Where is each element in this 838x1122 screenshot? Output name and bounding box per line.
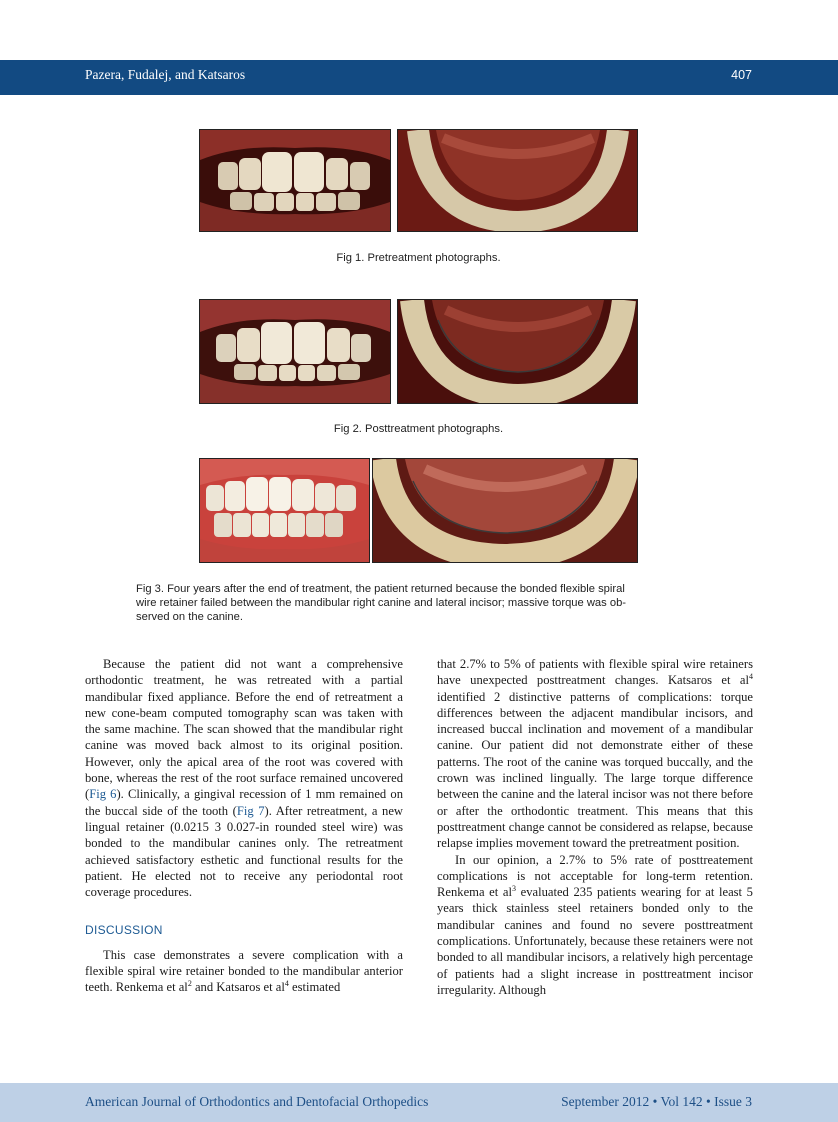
reference-superscript[interactable]: 3	[511, 883, 516, 893]
page-number: 407	[731, 68, 752, 82]
fig3-caption-line: served on the canine.	[136, 611, 243, 623]
body-paragraph: that 2.7% to 5% of patients with flexible spiral wire retainers have unexpected posttreatment changes. Katsaros et $al^4$ identified 2 distinctive patterns of complications: torque differences between the adjacent mandibular incisors, and increased buccal inclination and movement of a mandibular canine. Our patient did not demonstrate either of these patterns. The root of the canine was torqued buccally, and the crown was inclined lingually. The large torque difference between the canine and the lateral incisor was not there before or after the orthodontic treatment. This means that this posttreatment change cannot be considered as relapse, because relapse implies movement toward the pretreatment position.	[437, 657, 753, 851]
running-header	[0, 60, 838, 95]
body-paragraph: In our opinion, a 2.7% to 5% rate of posttreatement complications is not acceptable for long-term retention. Renkema et $al^3$ evaluated 235 patients wearing for at least 5 years thick stainless steel retainers bonded only to the mandibular canines and found no severe posttreatment complications. Unfortunately, because these retainers were not bonded to all mandibular incisors, a relatively high percentage of patients had a slight increase in posttreatment incisor irregularity. Although	[437, 852, 753, 997]
fig1-frontal-photo	[199, 129, 391, 232]
section-heading-discussion: DISCUSSION	[85, 923, 163, 938]
reference-superscript[interactable]: 4	[284, 979, 289, 989]
body-paragraph: Because the patient did not want a comprehensive orthodontic treatment, he was retreated with a partial mandibular fixed appliance. Before the end of retreatment a new cone-beam computed tomography scan was taken with the same machine. The scan showed that the mandibular right canine was moved back almost to its original position. However, only the apical area of the root was covered with bone, whereas the rest of the root surface remained uncovered (Fig 6). Clinically, a gingival recession of 1 mm remained on the buccal side of the tooth (Fig 7). After retreatment, a new lingual retainer (0.0215 3 0.027-in rounded steel wire) was bonded to the mandibular canines only. The retreatment achieved satisfactory esthetic and functional results for the patient. He elected not to receive any periodontal root coverage procedures.	[85, 657, 403, 900]
fig3-caption-line: Fig 3. Four years after the end of treatment, the patient returned because the bonded flexible spiral	[136, 583, 625, 595]
journal-name: American Journal of Orthodontics and Dentofacial Orthopedics	[85, 1094, 429, 1109]
issue-info: September 2012 • Vol 142 • Issue 3	[561, 1094, 752, 1109]
header-authors: Pazera, Fudalej, and Katsaros	[85, 67, 246, 82]
fig2-frontal-photo	[199, 299, 391, 404]
reference-superscript[interactable]: 4	[749, 672, 753, 682]
fig2-occlusal-photo	[397, 299, 638, 404]
running-footer	[0, 1083, 838, 1122]
fig7-link[interactable]: Fig 7	[236, 803, 265, 818]
fig1-caption: Fig 1. Pretreatment photographs.	[336, 252, 501, 264]
fig3-caption	[136, 582, 716, 624]
fig3-caption-line: wire retainer failed between the mandibular right canine and lateral incisor; massive torque was ob-	[136, 597, 627, 609]
right-column	[437, 656, 753, 998]
left-column	[85, 656, 403, 996]
fig3-frontal-photo	[199, 458, 370, 563]
body-paragraph: This case demonstrates a severe complication with a flexible spiral wire retainer bonded to the mandibular anterior teeth. Renkema et $al^2$ and Katsaros et $al^4$ estimated	[85, 947, 403, 995]
fig1-occlusal-photo	[397, 129, 638, 232]
reference-superscript[interactable]: 2	[187, 979, 192, 989]
fig2-caption: Fig 2. Posttreatment photographs.	[333, 423, 504, 435]
fig3-occlusal-photo	[372, 458, 638, 563]
fig6-link[interactable]: Fig 6	[89, 787, 117, 802]
